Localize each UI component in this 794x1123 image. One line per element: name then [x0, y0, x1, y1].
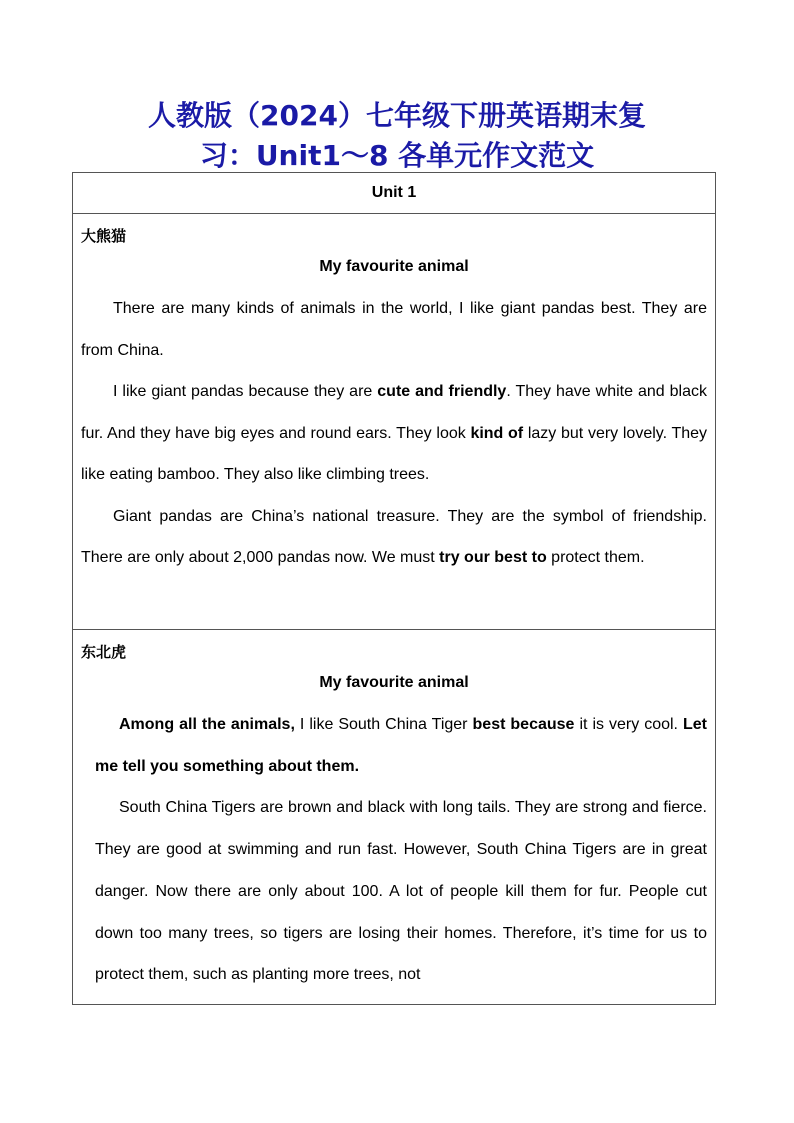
essay-row-tiger: [73, 630, 716, 1005]
paragraph-text: I like South China Tiger: [294, 716, 473, 733]
document-title: [0, 96, 794, 176]
essay-cell-panda: [73, 214, 716, 630]
essay-paragraph: [81, 288, 712, 371]
paragraph-text: protect them.: [546, 549, 645, 566]
essay-paragraph: [81, 787, 707, 996]
essay-label: 大熊猫: [81, 227, 127, 245]
paragraph-text: it is very cool.: [574, 716, 683, 733]
paragraph-text: . They have white and black fur. And they have big eyes and round ears. They look: [81, 383, 712, 442]
essay-label: 东北虎: [81, 643, 127, 661]
title-line-1: 人教版（2024）七年级下册英语期末复: [148, 99, 646, 132]
paragraph-text: Giant pandas are China’s national treasure. They are the symbol of friendship. There are only about 2,000 pandas now. We must: [81, 507, 712, 566]
essay-table: [72, 172, 716, 1005]
paragraph-text: South China Tigers are brown and black with long tails. They are strong and fierce. They are good at swimming and run fast. However, South China Tigers are in great danger. Now there are only about 100. A lot of people kill them for fur. People cut down too many trees, so tigers are losing their homes. Therefore, it’s time for us to protect them, such as planting more trees, not: [95, 799, 707, 984]
highlighted-phrase: Let me tell you something about them.: [95, 716, 707, 775]
highlighted-phrase: Among all the animals,: [119, 716, 295, 733]
essay-paragraph: [81, 371, 712, 496]
highlighted-phrase: cute and friendly: [377, 383, 507, 400]
essay-cell-tiger: [73, 630, 716, 1005]
unit-header: Unit 1: [73, 173, 716, 214]
essay-paragraph: [81, 704, 707, 787]
title-line-2: 习：Unit1～8 各单元作文范文: [199, 139, 595, 172]
essay-title: My favourite animal: [319, 674, 469, 691]
highlighted-phrase: best because: [472, 716, 575, 733]
essay-title: My favourite animal: [319, 258, 469, 275]
paragraph-text: lazy but very lovely. They like eating bamboo. They also like climbing trees.: [81, 424, 712, 483]
paragraph-text: There are many kinds of animals in the world, I like giant pandas best. They are from China.: [81, 300, 712, 359]
essay-paragraph: [81, 496, 712, 579]
essay-row-panda: [73, 214, 716, 630]
unit-header-row: [73, 173, 716, 214]
highlighted-phrase: try our best to: [439, 549, 547, 566]
paragraph-text: I like giant pandas because they are: [113, 383, 378, 400]
highlighted-phrase: kind of: [470, 424, 524, 442]
